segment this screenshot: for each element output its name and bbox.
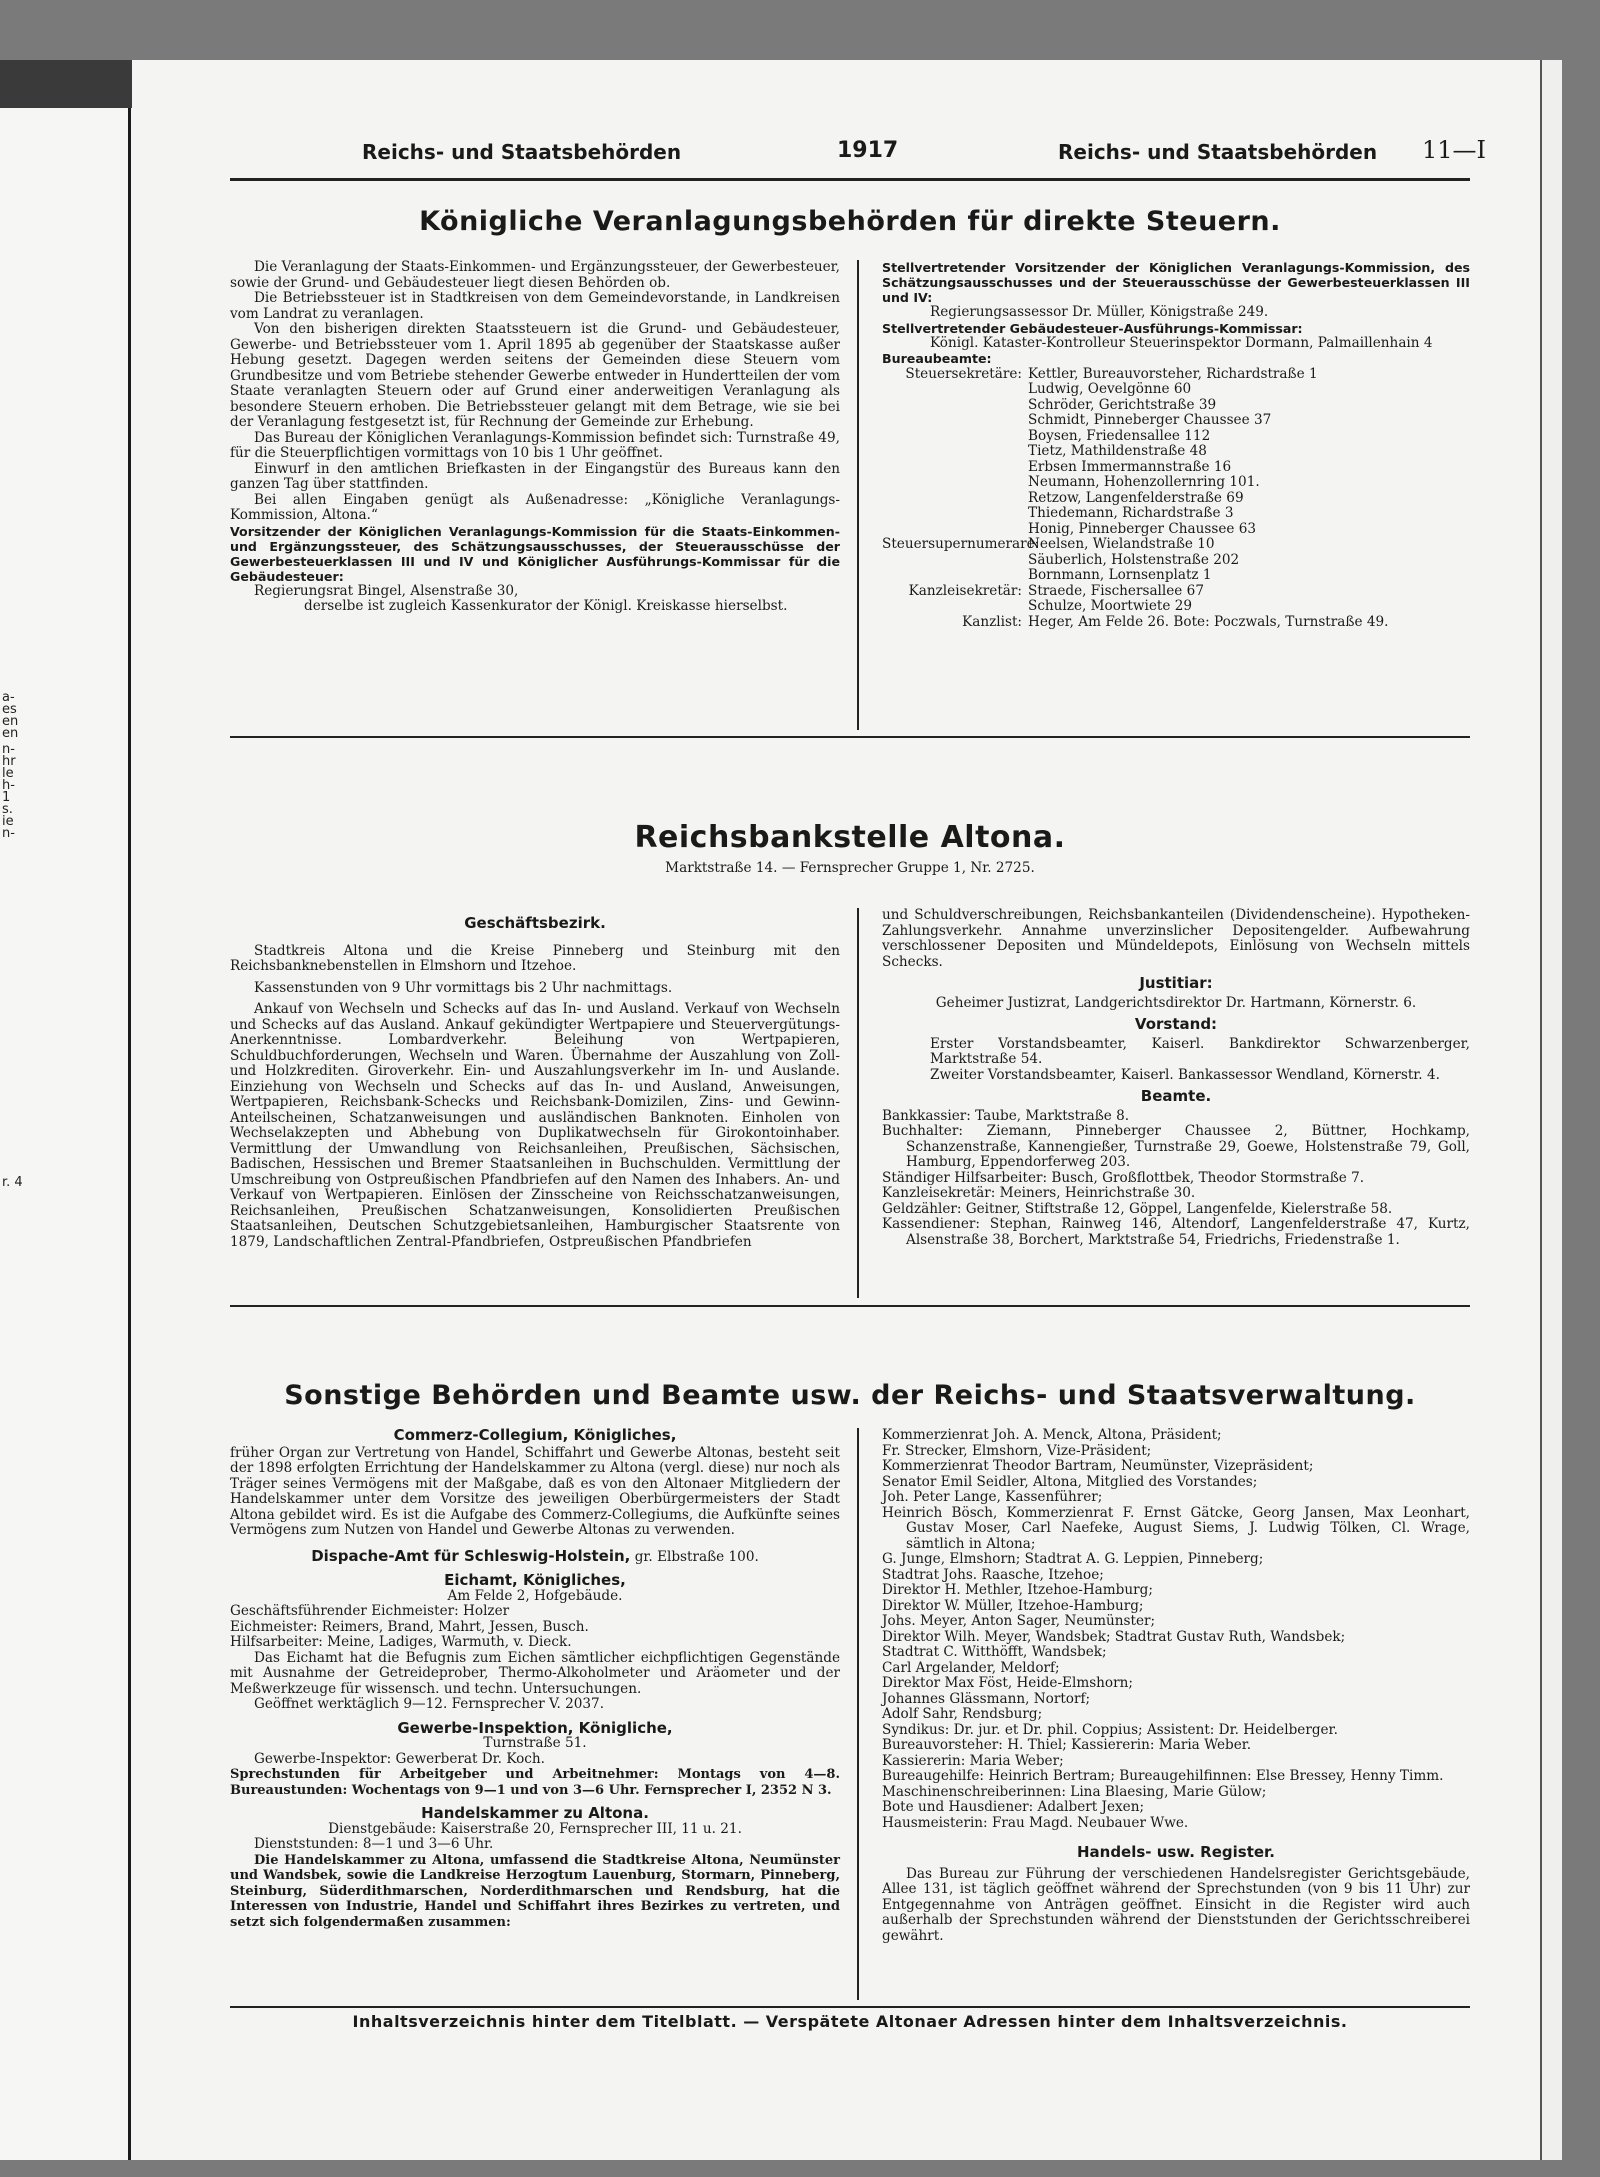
staff-row <box>882 429 1470 445</box>
staff-name: Schröder, Gerichtstraße 39 <box>1028 396 1217 413</box>
staff-name: Heger, Am Felde 26. Bote: Poczwals, Turnstraße 49. <box>1028 613 1389 630</box>
beamte-entry: Ständiger Hilfsarbeiter: Busch, Großflottbek, Theodor Stormstraße 7. <box>882 1169 1365 1186</box>
prev-page-fragment: s. <box>2 802 13 817</box>
justitiar-heading: Justitiar: <box>1139 974 1213 992</box>
page <box>132 60 1560 2160</box>
member-entry: Senator Emil Seidler, Altona, Mitglied des Vorstandes; <box>882 1473 1258 1490</box>
member-entry: Johs. Meyer, Anton Sager, Neumünster; <box>882 1613 1156 1629</box>
running-head-left: Reichs- und Staatsbehörden <box>362 140 682 164</box>
staff-role <box>882 413 1028 429</box>
staff-role <box>882 553 1028 569</box>
section2-right-intro: und Schuldverschreibungen, Reichsbankanteilen (Dividendenscheine). Hypotheken-Zahlungsverkehr. Annahme unverzinslicher Depositengelder. Aufbewahrung verschlossener Depositen und Mündeldepots, Einlösung von Wechseln mittels Schecks. <box>882 907 1470 970</box>
section3-column-divider <box>857 1428 859 2000</box>
staff-row <box>882 506 1470 522</box>
staff-name: Neelsen, Wielandstraße 10 <box>1028 536 1215 552</box>
prev-page-fragment: h- <box>2 778 15 793</box>
footer-note: Inhaltsverzeichnis hinter dem Titelblatt. — Verspätete Altonaer Adressen hinter dem Inhaltsverzeichnis. <box>352 2012 1348 2031</box>
staff-name: Schulze, Moortwiete 29 <box>1028 598 1193 614</box>
staff-role: Kanzlist: <box>962 613 1022 630</box>
staff-role <box>882 568 1028 584</box>
deputy-commissar-name: Königl. Kataster-Kontrolleur Steuerinspektor Dormann, Palmaillenhain 4 <box>930 334 1433 351</box>
staff-name: Neumann, Hohenzollernring 101. <box>1028 474 1260 490</box>
commerz-text: früher Organ zur Vertretung von Handel, Schiffahrt und Gewerbe Altonas, besteht seit der 1898 erfolgten Errichtung der Handelskammer zu Altona (vergl. diese) nur noch als Träger seines Vermögens mit der Maßgabe, daß es von den Altonaer Mitgliedern der Handelskammer unter dem Vorsitze des jeweiligen Oberbürgermeisters der Stadt Altona gebildet wird. Es ist die Aufgabe des Commerz-Collegiums, die Aufkünfte seines Vermögens zum Nutzen von Handel und Gewerbe Altonas zu verwenden. <box>230 1444 840 1538</box>
section2-right-column <box>882 908 1470 1248</box>
section1-paragraph: Bei allen Eingaben genügt als Außenadresse: „Königliche Veranlagungs-Kommission, Altona.“ <box>230 491 840 523</box>
member-entry: Bureauvorsteher: H. Thiel; Kassiererin: Maria Weber. <box>882 1737 1252 1753</box>
member-entry: Johannes Glässmann, Nortorf; <box>882 1690 1091 1707</box>
staff-name: Straede, Fischersallee 67 <box>1028 582 1204 599</box>
staff-role <box>882 475 1028 491</box>
section1-chair-heading: Vorsitzender der Königlichen Veranlagungs-Kommission für die Staats-Einkommen- und Ergänzungssteuer, des Schätzungsausschusses, der Steuerausschüsse der Gewerbesteuerklassen III und IV und Königlicher Ausführungs-Kommissar für die Gebäudesteuer: <box>230 523 840 584</box>
staff-row <box>882 584 1470 600</box>
section3-title: Sonstige Behörden und Beamte usw. der Reichs- und Staatsverwaltung. <box>284 1380 1416 1411</box>
eichamt-staff-3: Hilfsarbeiter: Meine, Ladiges, Warmuth, v. Dieck. <box>230 1634 572 1650</box>
handelskammer-heading: Handelskammer zu Altona. <box>421 1804 649 1822</box>
section3-right-column <box>882 1428 1470 1944</box>
dispache-line <box>230 1546 840 1566</box>
eichamt-staff-1: Geschäftsführender Eichmeister: Holzer <box>230 1603 510 1619</box>
section1-paragraph: Einwurf in den amtlichen Briefkasten in der Eingangstür des Bureaus kann den ganzen Tag über stattfinden. <box>230 460 840 492</box>
staff-name: Erbsen Immermannstraße 16 <box>1028 458 1232 475</box>
section1-paragraph: Die Veranlagung der Staats-Einkommen- und Ergänzungssteuer, der Gewerbesteuer, sowie der Grund- und Gebäudesteuer liegt diesen Behörden ob. <box>230 259 840 291</box>
staff-name: Honig, Pinneberger Chaussee 63 <box>1028 520 1257 537</box>
deputy-commissar-heading: Stellvertretender Gebäudesteuer-Ausführungs-Kommissar: <box>882 320 1303 336</box>
section2-subtitle: Marktstraße 14. — Fernsprecher Gruppe 1, Nr. 2725. <box>665 860 1035 876</box>
member-entry: Stadtrat C. Witthöfft, Wandsbek; <box>882 1644 1107 1660</box>
staff-row <box>882 460 1470 476</box>
staff-role <box>882 460 1028 476</box>
deputy-chair-heading: Stellvertretender Vorsitzender der Königlichen Veranlagungs-Kommission, des Schätzungsausschusses und der Steuerausschüsse der Gewerbesteuerklassen III und IV: <box>882 260 1470 305</box>
right-page-edge <box>1540 60 1562 2160</box>
staff-role <box>882 506 1028 522</box>
staff-name: Retzow, Langenfelderstraße 69 <box>1028 489 1244 506</box>
member-entry: Fr. Strecker, Elmshorn, Vize-Präsident; <box>882 1442 1152 1459</box>
prev-page-fragment: ie <box>2 814 14 829</box>
staff-row <box>882 568 1470 584</box>
previous-page-edge <box>0 60 131 2160</box>
staff-row <box>882 553 1470 569</box>
eichamt-address: Am Felde 2, Hofgebäude. <box>447 1587 623 1604</box>
eichamt-staff-2: Eichmeister: Reimers, Brand, Mahrt, Jessen, Busch. <box>230 1618 589 1635</box>
dispache-address: gr. Elbstraße 100. <box>634 1548 759 1565</box>
section2-left-column <box>230 910 840 1250</box>
member-entry: Direktor H. Methler, Itzehoe-Hamburg; <box>882 1582 1153 1598</box>
staff-name: Kettler, Bureauvorsteher, Richardstraße 1 <box>1028 365 1318 382</box>
section2-paragraph: Stadtkreis Altona und die Kreise Pinneberg und Steinburg mit den Reichsbanknebenstellen in Elmshorn und Itzehoe. <box>230 942 840 974</box>
staff-name: Boysen, Friedensallee 112 <box>1028 427 1211 444</box>
staff-row <box>882 615 1470 631</box>
staff-name: Bornmann, Lornsenplatz 1 <box>1028 567 1212 583</box>
prev-page-fragment: 1 <box>2 790 11 805</box>
section1-chair-lines <box>230 584 840 615</box>
member-entry: Bote und Hausdiener: Adalbert Jexen; <box>882 1799 1145 1815</box>
member-entry: Direktor W. Müller, Itzehoe-Hamburg; <box>882 1597 1144 1614</box>
prev-page-fragment: n- <box>2 826 15 841</box>
head-rule <box>230 178 1470 181</box>
section1-title: Königliche Veranlagungsbehörden für direkte Steuern. <box>419 206 1281 237</box>
section1-paragraph: Von den bisherigen direkten Staatssteuern ist die Grund- und Gebäudesteuer, Gewerbe- und Betriebssteuer vom 1. April 1895 ab gegenüber der Staatskasse außer Hebung gesetzt. Dagegen werden seitens der Gemeinden diese Steuern vom Grundbesitze und vom Betriebe stehender Gewerbe entweder in Hundertteilen der vom Staate veranlagten Steuern oder auf Grund einer anderweitigen Veranlagung als besondere Steuern erhoben. Die Betriebssteuer gelangt mit dem Betrage, wie sie bei der Veranlagung festgesetzt ist, für Rechnung der Gemeinde zur Erhebung. <box>230 321 840 430</box>
staff-row <box>882 537 1470 553</box>
section2-column-divider <box>857 908 859 1298</box>
running-head-right: Reichs- und Staatsbehörden <box>1058 140 1378 164</box>
member-entry: G. Junge, Elmshorn; Stadtrat A. G. Leppien, Pinneberg; <box>882 1551 1264 1567</box>
justitiar-name: Geheimer Justizrat, Landgerichtsdirektor Dr. Hartmann, Körnerstr. 6. <box>935 994 1417 1011</box>
register-text: Das Bureau zur Führung der verschiedenen Handelsregister Gerichtsgebäude, Allee 131, ist täglich geöffnet während der Sprechstunden (von 9 bis 11 Uhr) zur Entgegennahme von Anträgen geöffnet. Einsicht in die Register wird auch außerhalb der Sprechstunden während der Dienststunden der Gerichtsschreiberei gewährt. <box>882 1865 1470 1944</box>
eichamt-hours: Geöffnet werktäglich 9—12. Fernsprecher V. 2037. <box>254 1696 605 1712</box>
vorstand-1: Erster Vorstandsbeamter, Kaiserl. Bankdirektor Schwarzenberger, Marktstraße 54. <box>930 1035 1470 1067</box>
chair-line-2: derselbe ist zugleich Kassenkurator der Königl. Kreiskasse hierselbst. <box>304 598 788 614</box>
section2-title: Reichsbankstelle Altona. <box>634 820 1066 855</box>
vorstand-2: Zweiter Vorstandsbeamter, Kaiserl. Bankassessor Wendland, Körnerstr. 4. <box>930 1066 1440 1083</box>
member-entry: Syndikus: Dr. jur. et Dr. phil. Coppius; Assistent: Dr. Heidelberger. <box>882 1721 1338 1738</box>
handelskammer-text: Die Handelskammer zu Altona, umfassend die Stadtkreise Altona, Neumünster und Wandsbek, sowie die Landkreise Herzogtum Lauenburg, Stormarn, Pinneberg, Steinburg, Süderdithmarschen, Norderdithmarschen und Rendsburg, hat die Interessen von Industrie, Handel und Schiffahrt ihres Bezirkes zu vertreten, und setzt sich folgendermaßen zusammen: <box>230 1852 840 1930</box>
gewerbe-address: Turnstraße 51. <box>483 1735 587 1751</box>
staff-row <box>882 367 1470 383</box>
staff-role <box>882 522 1028 538</box>
member-entry: Adolf Sahr, Rendsburg; <box>882 1706 1043 1722</box>
staff-role <box>882 429 1028 445</box>
section1-right-column <box>882 260 1470 630</box>
footer-rule <box>230 2006 1470 2008</box>
eichamt-text: Das Eichamt hat die Befugnis zum Eichen sämtlicher eichpflichtigen Gegenstände mit Ausnahme der Getreideprober, Thermo-Alkoholmeter und Aräometer und der Meßwerkzeuge für wissensch. und techn. Untersuchungen. <box>230 1649 840 1697</box>
staff-row <box>882 491 1470 507</box>
section1-column-divider <box>857 260 859 730</box>
eichamt-heading: Eichamt, Königliches, <box>444 1571 626 1589</box>
staff-role: Kanzleisekretär: <box>908 582 1022 599</box>
prev-page-fragment: le <box>2 766 14 781</box>
beamte-heading: Beamte. <box>1140 1087 1212 1105</box>
handelskammer-address: Dienstgebäude: Kaiserstraße 20, Fernsprecher III, 11 u. 21. <box>328 1820 742 1837</box>
binding-bar <box>0 60 150 108</box>
prev-page-fragment: n- <box>2 742 15 757</box>
member-entry: Kassiererin: Maria Weber; <box>882 1752 1064 1769</box>
deputy-chair-name: Regierungsassessor Dr. Müller, Königstraße 249. <box>930 304 1269 320</box>
staff-role <box>882 491 1028 507</box>
gewerbe-heading: Gewerbe-Inspektion, Königliche, <box>397 1718 673 1737</box>
geschaeftsbezirk-heading: Geschäftsbezirk. <box>464 914 606 932</box>
staff-role <box>882 398 1028 414</box>
member-entry: Hausmeisterin: Frau Magd. Neubauer Wwe. <box>882 1814 1189 1831</box>
staff-row <box>882 444 1470 460</box>
staff-row <box>882 413 1470 429</box>
staff-name: Ludwig, Oevelgönne 60 <box>1028 381 1192 397</box>
beamte-entry: Kanzleisekretär: Meiners, Heinrichstraße 30. <box>882 1185 1196 1201</box>
beamte-entry: Buchhalter: Ziemann, Pinneberger Chaussee 2, Büttner, Hochkamp, Schanzenstraße, Kannengießer, Turnstraße 29, Goewe, Holstenstraße 79, Goll, Hamburg, Eppendorferweg 203. <box>882 1123 1470 1170</box>
staff-role <box>882 599 1028 615</box>
section1-bottom-rule <box>230 736 1470 738</box>
prev-page-fragment: a- <box>2 690 15 705</box>
bureau-label: Bureaubeamte: <box>882 351 992 366</box>
staff-role: Steuersupernumerare: <box>882 536 1040 552</box>
member-entry: Joh. Peter Lange, Kassenführer; <box>882 1489 1103 1505</box>
section2-paragraph: Kassenstunden von 9 Uhr vormittags bis 2 Uhr nachmittags. <box>254 979 673 996</box>
section2-paragraph: Ankauf von Wechseln und Schecks auf das In- und Ausland. Verkauf von Wechseln und Schecks auf das Ausland. Ankauf gekündigter Wertpapiere und Steuervergütungs-Anerkenntnisse. Lombardverkehr. Beleihung von Wertpapieren, Schuldbuchforderungen, Wechseln und Waren. Übernahme der Auszahlung von Zoll- und Holzkrediten. Giroverkehr. Ein- und Auszahlungsverkehr im In- und Auslande. Einziehung von Wechseln und Schecks auf das In- und Ausland, Anweisungen, Wertpapieren, Reichsbank-Schecks und Reichsbank-Domizilen, Zins- und Gewinn-Anteilscheinen, Schatzanweisungen und ausländischen Banknoten. Einholen von Wechselakzepten und Abhebung von Duplikatwechseln für Girokontoinhaber. Vermittlung der Umwandlung von Reichsanleihen, Preußischen, Sächsischen, Badischen, Hessischen und Bremer Staatsanleihen in Buchschulden. Vermittlung der Umschreibung von Ostpreußischen Pfandbriefen auf den Namen des Inhabers. An- und Verkauf von Wertpapieren. Einlösen der Zinsscheine von Reichsschatzanweisungen, Reichsanleihen, Preußischen Schatzanweisungen, Konsolidierten Preußischen Staatsanleihen, Deutschen Schutzgebietsanleihen, Hamburgischer Staatsrente von 1879, Landschaftlichen Zentral-Pfandbriefen, Ostpreußischen Pfandbriefen <box>230 1001 840 1250</box>
staff-name: Thiedemann, Richardstraße 3 <box>1028 505 1234 521</box>
prev-page-fragment: en <box>2 714 19 729</box>
staff-name: Schmidt, Pinneberger Chaussee 37 <box>1028 412 1272 428</box>
staff-role <box>882 444 1028 460</box>
section1-paragraph: Die Betriebssteuer ist in Stadtkreisen von dem Gemeindevorstande, in Landkreisen vom Landrat zu veranlagen. <box>230 290 840 322</box>
section1-paragraph: Das Bureau der Königlichen Veranlagungs-Kommission befindet sich: Turnstraße 49, für die Steuerpflichtigen vormittags von 10 bis 1 Uhr geöffnet. <box>230 429 840 461</box>
member-entry: Direktor Max Föst, Heide-Elmshorn; <box>882 1675 1133 1691</box>
running-head-year: 1917 <box>837 138 899 163</box>
member-entry: Kommerzienrat Joh. A. Menck, Altona, Präsident; <box>882 1427 1222 1443</box>
member-entry: Maschinenschreiberinnen: Lina Blaesing, Marie Gülow; <box>882 1783 1267 1800</box>
prev-page-fragment: hr <box>2 754 16 769</box>
staff-role <box>882 382 1028 398</box>
section3-left-column <box>230 1428 840 1930</box>
member-entry: Kommerzienrat Theodor Bartram, Neumünster, Vizepräsident; <box>882 1458 1314 1474</box>
commerz-heading: Commerz-Collegium, Königliches, <box>393 1426 677 1444</box>
beamte-entry: Kassendiener: Stephan, Rainweg 146, Altendorf, Langenfelderstraße 47, Kurtz, Alsenstraße 38, Borchert, Marktstraße 54, Friedrichs, Friedenstraße 1. <box>882 1216 1470 1248</box>
member-entry: Direktor Wilh. Meyer, Wandsbek; Stadtrat Gustav Ruth, Wandsbek; <box>882 1628 1346 1645</box>
staff-row <box>882 382 1470 398</box>
beamte-entry: Bankkassier: Taube, Marktstraße 8. <box>882 1107 1130 1124</box>
gewerbe-hours: Sprechstunden für Arbeitgeber und Arbeitnehmer: Montags von 4—8. Bureaustunden: Wochentags von 9—1 und von 3—6 Uhr. Fernsprecher I, 2352 N 3. <box>230 1767 840 1798</box>
handelskammer-hours: Dienststunden: 8—1 und 3—6 Uhr. <box>254 1836 494 1852</box>
staff-row <box>882 398 1470 414</box>
section2-bottom-rule <box>230 1305 1470 1307</box>
member-entry: Bureaugehilfe: Heinrich Bertram; Bureaugehilfinnen: Else Bressey, Henny Timm. <box>882 1768 1444 1784</box>
staff-row <box>882 475 1470 491</box>
section1-left-column <box>230 260 840 615</box>
prev-page-fragment: es <box>2 702 17 717</box>
staff-name: Tietz, Mathildenstraße 48 <box>1028 443 1207 459</box>
register-heading: Handels- usw. Register. <box>1076 1843 1276 1861</box>
prev-page-fragment: en <box>2 726 19 741</box>
staff-role: Steuersekretäre: <box>905 365 1022 382</box>
gewerbe-inspector: Gewerbe-Inspektor: Gewerberat Dr. Koch. <box>254 1750 545 1767</box>
chair-line-1: Regierungsrat Bingel, Alsenstraße 30, <box>254 582 519 599</box>
dispache-heading: Dispache-Amt für Schleswig-Holstein, <box>311 1546 631 1565</box>
member-entry: Stadtrat Johs. Raasche, Itzehoe; <box>882 1566 1104 1583</box>
page-number: 11—I <box>1422 136 1487 164</box>
staff-row <box>882 522 1470 538</box>
staff-row <box>882 599 1470 615</box>
prev-page-fragment: r. 4 <box>2 1175 23 1190</box>
member-entry: Carl Argelander, Meldorf; <box>882 1659 1060 1676</box>
vorstand-heading: Vorstand: <box>1134 1015 1218 1033</box>
bureau-staff-list <box>882 367 1470 631</box>
member-entry: Heinrich Bösch, Kommerzienrat F. Ernst Gätcke, Georg Jansen, Max Leonhart, Gustav Moser, Carl Naefeke, August Siems, J. Ludwig Tölken, Cl. Wrage, sämtlich in Altona; <box>882 1504 1470 1552</box>
staff-name: Säuberlich, Holstenstraße 202 <box>1028 551 1240 568</box>
beamte-entry: Geldzähler: Geitner, Stiftstraße 12, Göppel, Langenfelde, Kielerstraße 58. <box>882 1200 1393 1217</box>
